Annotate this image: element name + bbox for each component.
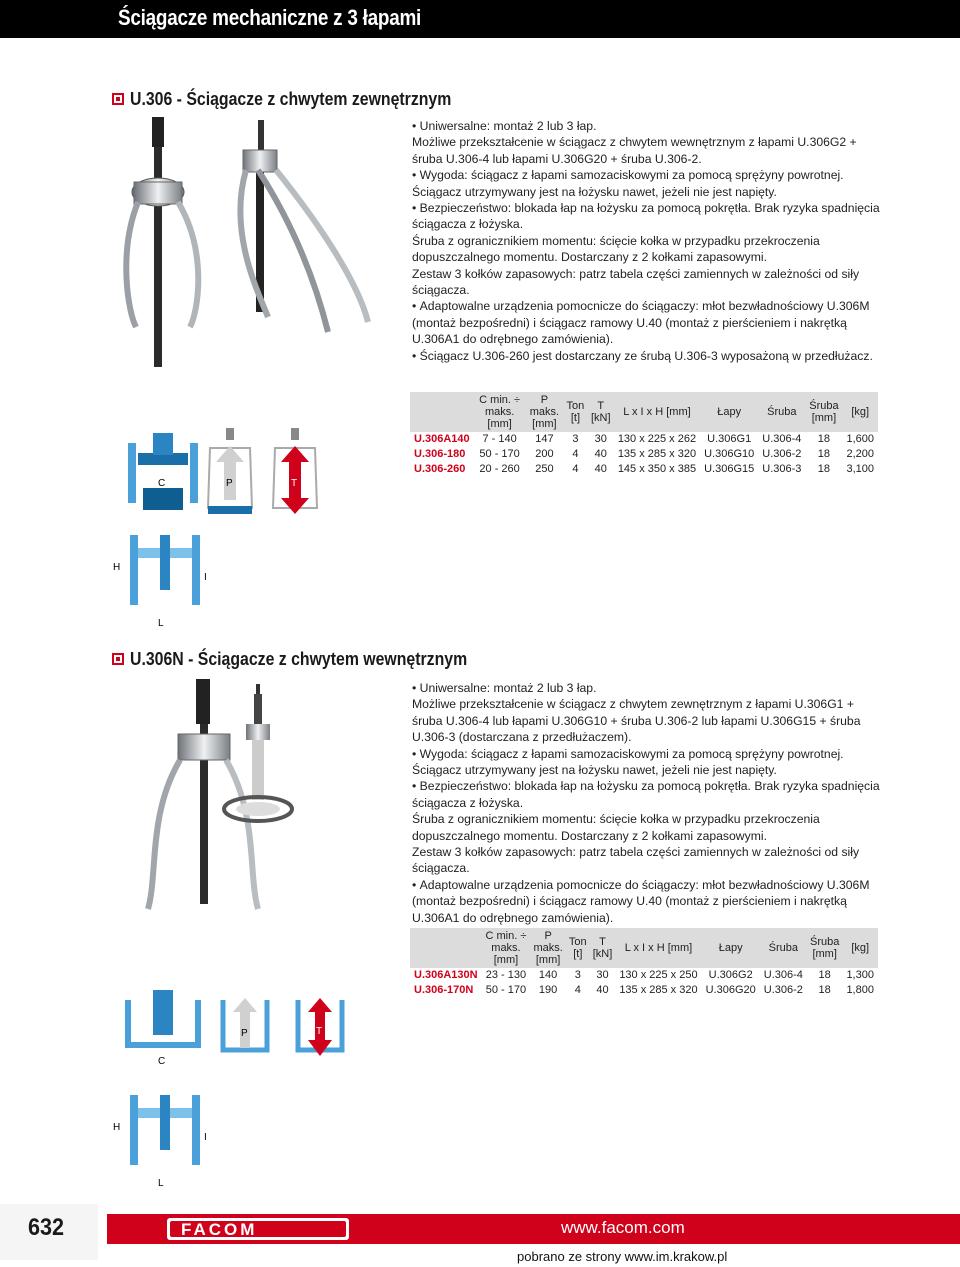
table-cell: 30 — [594, 433, 607, 445]
section2-description — [412, 680, 882, 926]
diagram-label-h: H — [113, 562, 121, 573]
description-line: • Uniwersalne: montaż 2 lub 3 łap. — [412, 118, 882, 134]
table-cell: U.306G15 — [704, 463, 755, 475]
table-cell: U.306-2 — [763, 984, 803, 996]
section1-heading — [112, 88, 495, 110]
diagram-label-p2: P — [241, 1028, 248, 1039]
diagram-p-internal — [215, 990, 275, 1070]
description-line: • Bezpieczeństwo: blokada łap na łożysku za pomocą pokrętła. Brak ryzyka spadnięcia ściągacza z łożyska. — [412, 778, 882, 811]
external-puller-photo — [118, 112, 398, 372]
table-header-cell: Łapy — [700, 392, 758, 432]
table-cell: 4 — [572, 463, 579, 475]
table-header-cell: Ton [t] — [563, 392, 587, 432]
table-cell: U.306G1 — [707, 433, 752, 445]
diagram-label-c2: C — [158, 1056, 166, 1067]
table-cell: U.306-3 — [762, 463, 802, 475]
table-header-cell: Śruba — [760, 928, 807, 968]
description-line: Śruba z ogranicznikiem momentu: ścięcie kołka w przypadku przekroczenia dopuszczalnego momentu. Dostarczany z 2 kołkami zapasowymi. — [412, 812, 820, 843]
table-row — [410, 983, 878, 998]
diagram-c-internal — [118, 990, 208, 1070]
facom-logo — [167, 1216, 357, 1242]
description-line: Możliwe przekształcenie w ściągacz z chwytem wewnętrznym z łapami U.306G2 + śruba U.306-4 lub łapami U.306G20 + śruba U.306-2. — [412, 135, 857, 166]
table-header-cell: C min. ÷ maks. [mm] — [474, 392, 526, 432]
table-cell: 140 — [538, 969, 558, 981]
table-row — [410, 968, 878, 983]
table-row — [410, 432, 878, 447]
section1-title: U.306 - Ściągacze z chwytem zewnętrznym — [130, 88, 452, 109]
diagram-dimensions-internal — [110, 1090, 220, 1190]
product-reference: U.306A130N — [414, 969, 478, 981]
description-line: • Wygoda: ściągacz z łapami samozaciskowymi za pomocą sprężyny powrotnej. Ściągacz utrzymywany jest na łożysku nawet, jeżeli nie jest napięty. — [412, 167, 882, 200]
diagram-label-i: I — [204, 572, 207, 583]
footer-bar — [107, 1214, 960, 1244]
page-number: 632 — [28, 1214, 65, 1241]
table-row — [410, 447, 878, 462]
diagram-label-i2: I — [204, 1132, 207, 1143]
diagram-label-l: L — [158, 618, 164, 629]
section2-heading — [112, 648, 513, 670]
table-header-row — [410, 392, 878, 432]
table-cell: 4 — [572, 448, 579, 460]
product-reference: U.306A140 — [414, 433, 470, 445]
description-line: • Ściągacz U.306-260 jest dostarczany ze śrubą U.306-3 wyposażoną w przedłużacz. — [412, 348, 882, 364]
table-cell: 3 — [574, 969, 581, 981]
diagram-label-p: P — [226, 478, 233, 489]
section-marker-icon — [112, 653, 124, 665]
diagram-dimensions-external — [110, 530, 220, 630]
table-cell: 18 — [817, 463, 831, 475]
product-reference: U.306-260 — [414, 463, 466, 475]
table-cell: 18 — [817, 448, 831, 460]
table-header-cell: P maks. [mm] — [526, 392, 564, 432]
table-cell: 145 x 350 x 385 — [617, 463, 697, 475]
table-header-cell: C min. ÷ maks. [mm] — [482, 928, 531, 968]
page-title: Ściągacze mechaniczne z 3 łapami — [118, 5, 422, 30]
table-cell: 40 — [596, 984, 609, 996]
diagram-label-c: C — [158, 478, 166, 489]
diagram-label-l2: L — [158, 1178, 164, 1189]
table-header-cell: Łapy — [702, 928, 760, 968]
description-line: Śruba z ogranicznikiem momentu: ścięcie kołka w przypadku przekroczenia dopuszczalnego momentu. Dostarczany z 2 kołkami zapasowymi. — [412, 233, 820, 265]
table-cell: 135 x 285 x 320 — [619, 984, 698, 996]
table-cell: 40 — [594, 463, 607, 475]
description-line: Zestaw 3 kołków zapasowych: patrz tabela części zamiennych w zależności od siły ściągacza. — [412, 845, 860, 876]
section2-spec-table — [410, 928, 878, 998]
table-header-cell: T [kN] — [588, 392, 614, 432]
table-cell: 30 — [596, 969, 609, 981]
table-header-cell: L x I x H [mm] — [614, 392, 700, 432]
diagram-c-external — [118, 428, 208, 518]
table-cell: 190 — [538, 984, 558, 996]
table-cell: 250 — [535, 463, 554, 475]
table-header-cell: L x I x H [mm] — [615, 928, 701, 968]
table-cell: 23 - 130 — [485, 969, 527, 981]
table-cell: 130 x 225 x 262 — [617, 433, 697, 445]
internal-puller-photo — [118, 674, 398, 924]
description-line: • Uniwersalne: montaż 2 lub 3 łap. — [412, 680, 882, 696]
table-header-cell: Ton [t] — [566, 928, 590, 968]
diagram-label-h2: H — [113, 1122, 121, 1133]
table-header-cell — [410, 928, 482, 968]
section-marker-icon — [112, 93, 124, 105]
table-cell: U.306G10 — [704, 448, 755, 460]
table-cell: 4 — [574, 984, 581, 996]
table-cell: 135 x 285 x 320 — [617, 448, 697, 460]
table-row — [410, 462, 878, 477]
diagram-t-external — [265, 428, 325, 518]
diagram-t-internal — [290, 990, 350, 1070]
table-header-cell: T [kN] — [590, 928, 616, 968]
table-header-row — [410, 928, 878, 968]
product-reference: U.306-170N — [414, 984, 474, 996]
section1-spec-table — [410, 392, 878, 477]
section1-description — [412, 118, 882, 364]
table-header-cell: Śruba [mm] — [805, 392, 842, 432]
table-cell: 147 — [535, 433, 554, 445]
table-cell: 3,100 — [846, 463, 874, 475]
page-header-bar — [0, 0, 960, 38]
description-line: Możliwe przekształcenie w ściągacz z chwytem zewnętrznym z łapami U.306G1 + śruba U.306-4 lub łapami U.306G10 + śruba U.306-2 lub łapami U.306G15 + śruba U.306-3 (dostarczana z przedłużaczem). — [412, 697, 861, 745]
description-line: • Bezpieczeństwo: blokada łap na łożysku za pomocą pokrętła. Brak ryzyka spadnięcia ściągacza z łożyska. — [412, 200, 882, 233]
diagram-label-t2: T — [316, 1026, 323, 1037]
description-line: • Wygoda: ściągacz z łapami samozaciskowymi za pomocą sprężyny powrotnej. Ściągacz utrzymywany jest na łożysku nawet, jeżeli nie jest napięty. — [412, 746, 882, 779]
table-cell: 1,300 — [846, 969, 874, 981]
table-cell: 1,600 — [846, 433, 874, 445]
table-cell: 200 — [535, 448, 554, 460]
table-cell: 18 — [818, 969, 831, 981]
table-header-cell — [410, 392, 474, 432]
table-cell: 20 - 260 — [479, 463, 520, 475]
table-header-cell: [kg] — [842, 392, 878, 432]
table-cell: 1,800 — [846, 984, 874, 996]
table-cell: U.306-2 — [762, 448, 802, 460]
diagram-p-external — [200, 428, 260, 518]
table-cell: 50 - 170 — [479, 448, 520, 460]
table-header-cell: Śruba [mm] — [807, 928, 843, 968]
table-cell: U.306-4 — [762, 433, 802, 445]
source-note: pobrano ze strony www.im.krakow.pl — [517, 1249, 728, 1264]
table-cell: 2,200 — [846, 448, 874, 460]
table-cell: 130 x 225 x 250 — [619, 969, 698, 981]
product-reference: U.306-180 — [414, 448, 466, 460]
table-header-cell: [kg] — [842, 928, 878, 968]
facom-logo-text: FACOM — [181, 1220, 258, 1239]
table-cell: U.306G20 — [705, 984, 756, 996]
table-header-cell: P maks. [mm] — [530, 928, 566, 968]
description-line: Zestaw 3 kołków zapasowych: patrz tabela części zamiennych w zależności od siły ściągacza. — [412, 266, 860, 298]
table-header-cell: Śruba — [758, 392, 805, 432]
table-cell: 7 - 140 — [482, 433, 517, 445]
table-cell: 40 — [594, 448, 607, 460]
table-cell: 18 — [818, 984, 831, 996]
diagram-label-t: T — [291, 478, 298, 489]
description-line: • Adaptowalne urządzenia pomocnicze do ściągaczy: młot bezwładnościowy U.306M (montaż bezpośredni) i ściągacz ramowy U.40 (montaż z pierścieniem i nakrętką U.306A1 do odrębnego zamówienia). — [412, 298, 882, 347]
facom-website-link[interactable]: www.facom.com — [561, 1218, 685, 1237]
description-line: • Adaptowalne urządzenia pomocnicze do ściągaczy: młot bezwładnościowy U.306M (montaż bezpośredni) i ściągacz ramowy U.40 (montaż z pierścieniem i nakrętką U.306A1 do odrębnego zamówienia). — [412, 877, 882, 926]
table-cell: 50 - 170 — [485, 984, 527, 996]
table-cell: 3 — [572, 433, 579, 445]
table-cell: 18 — [817, 433, 831, 445]
table-cell: U.306G2 — [708, 969, 753, 981]
table-cell: U.306-4 — [763, 969, 803, 981]
section2-title: U.306N - Ściągacze z chwytem wewnętrznym — [130, 648, 468, 669]
